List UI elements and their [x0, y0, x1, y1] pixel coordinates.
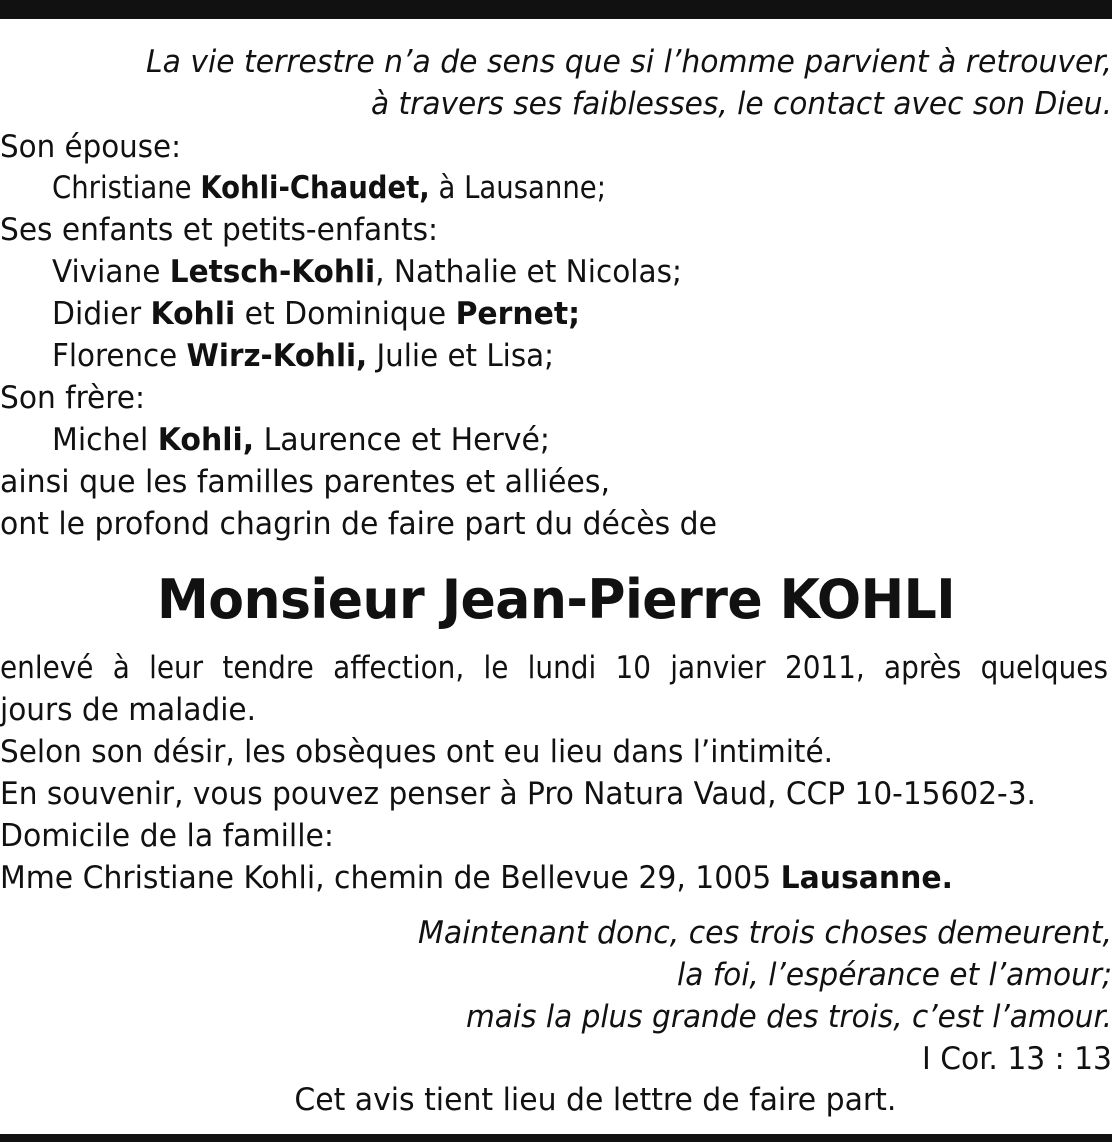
verse-reference: I Cor. 13 : 13 — [922, 1041, 1112, 1077]
top-rule — [0, 0, 1112, 19]
bottom-rule — [0, 1134, 1112, 1142]
body-line-3: Selon son désir, les obsèques ont eu lieu dans l’intimité. — [0, 734, 833, 770]
child-entry-2: Didier Kohli et Dominique Pernet; — [52, 296, 581, 332]
footer-note: Cet avis tient lieu de lettre de faire part. — [294, 1082, 897, 1118]
brother-entry: Michel Kohli, Laurence et Hervé; — [52, 422, 550, 458]
verse-line-3: mais la plus grande des trois, c’est l’amour. — [465, 999, 1112, 1035]
body-line-1: enlevé à leur tendre affection, le lundi 10 janvier 2011, après quelques — [0, 650, 1108, 686]
body-line-5: Domicile de la famille: — [0, 818, 334, 854]
child-entry-1: Viviane Letsch-Kohli, Nathalie et Nicolas; — [52, 254, 682, 290]
spouse-label: Son épouse: — [0, 129, 181, 165]
epigraph-line-2: à travers ses faiblesses, le contact avec son Dieu. — [371, 86, 1112, 122]
relatives-line: ainsi que les familles parentes et alliées, — [0, 464, 610, 500]
deceased-name: Monsieur Jean-Pierre KOHLI — [156, 568, 956, 631]
epigraph-line-1: La vie terrestre n’a de sens que si l’homme parvient à retrouver, — [146, 44, 1112, 80]
spouse-entry: Christiane Kohli-Chaudet, à Lausanne; — [52, 170, 606, 206]
body-line-2: jours de maladie. — [0, 692, 257, 728]
body-line-4: En souvenir, vous pouvez penser à Pro Natura Vaud, CCP 10-15602-3. — [0, 776, 1036, 812]
brother-label: Son frère: — [0, 380, 145, 416]
announcement-line: ont le profond chagrin de faire part du décès de — [0, 506, 718, 542]
family-address: Mme Christiane Kohli, chemin de Bellevue 29, 1005 Lausanne. — [0, 860, 953, 896]
children-label: Ses enfants et petits-enfants: — [0, 212, 438, 248]
verse-line-2: la foi, l’espérance et l’amour; — [676, 957, 1112, 993]
verse-line-1: Maintenant donc, ces trois choses demeurent, — [418, 915, 1112, 951]
child-entry-3: Florence Wirz-Kohli, Julie et Lisa; — [52, 338, 555, 374]
